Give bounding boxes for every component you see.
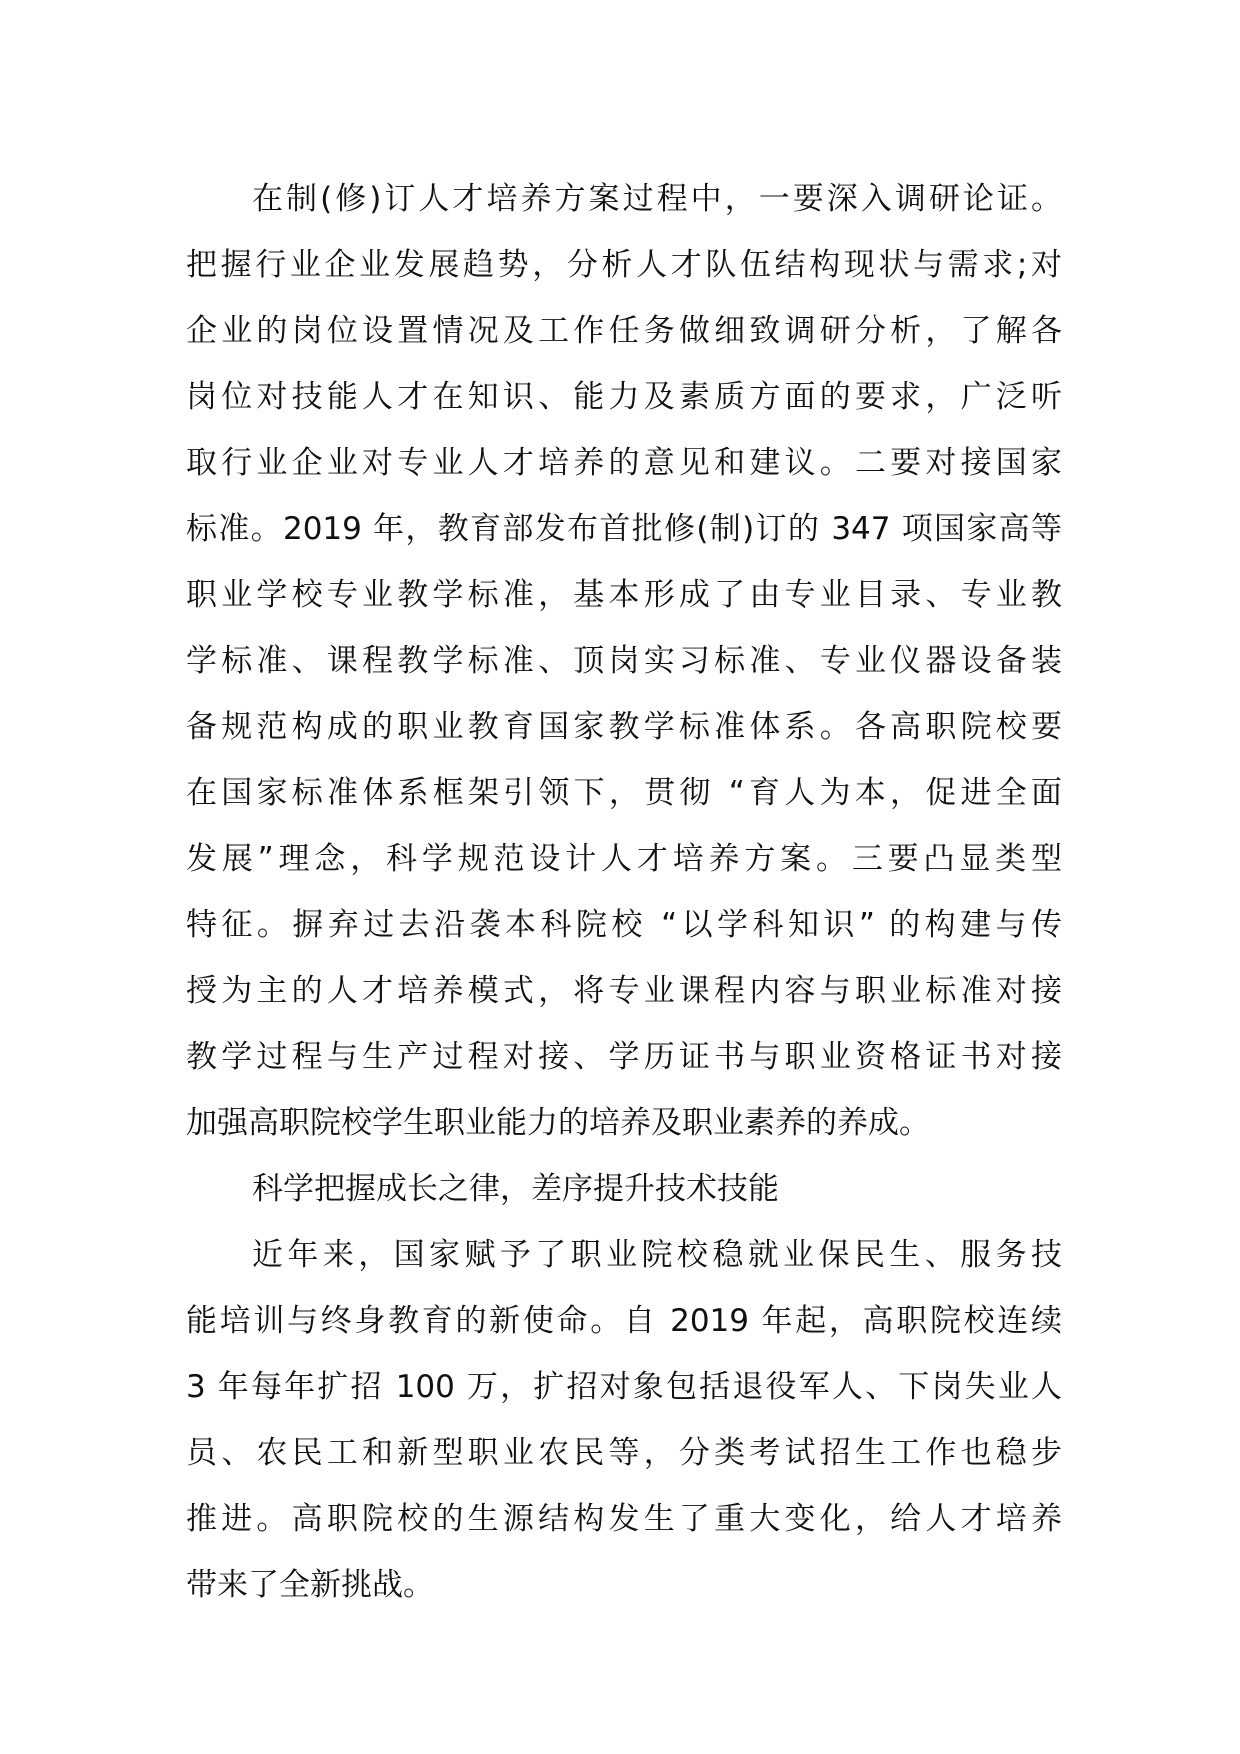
paragraph-1-line-9: 备规范构成的职业教育国家教学标准体系。各高职院校要 [186,709,1062,745]
paragraph-2-line-6: 带来了全新挑战。 [186,1567,434,1603]
paragraph-1-line-4: 岗位对技能人才在知识、能力及素质方面的要求，广泛听 [186,379,1062,415]
paragraph-1-line-10: 在国家标准体系框架引领下，贯彻 “育人为本，促进全面 [186,775,1062,811]
paragraph-1-line-3: 企业的岗位设置情况及工作任务做细致调研分析，了解各 [186,313,1062,349]
paragraph-1-line-2: 把握行业企业发展趋势，分析人才队伍结构现状与需求;对 [186,247,1062,283]
paragraph-1-line-5: 取行业企业对专业人才培养的意见和建议。二要对接国家 [186,445,1062,481]
paragraph-1-line-11: 发展”理念，科学规范设计人才培养方案。三要凸显类型 [186,841,1062,877]
paragraph-2-line-3: 3 年每年扩招 100 万，扩招对象包括退役军人、下岗失业人 [186,1369,1062,1405]
paragraph-1-line-7: 职业学校专业教学标准，基本形成了由专业目录、专业教 [186,577,1062,613]
paragraph-2-line-2: 能培训与终身教育的新使命。自 2019 年起，高职院校连续 [186,1303,1062,1339]
paragraph-1-line-1: 在制(修)订人才培养方案过程中，一要深入调研论证。 [252,181,1062,217]
section-heading: 科学把握成长之律，差序提升技术技能 [252,1171,779,1207]
paragraph-1-line-13: 授为主的人才培养模式，将专业课程内容与职业标准对接 [186,973,1062,1009]
paragraph-1-line-14: 教学过程与生产过程对接、学历证书与职业资格证书对接 [186,1039,1062,1075]
paragraph-2-line-5: 推进。高职院校的生源结构发生了重大变化，给人才培养 [186,1501,1062,1537]
document-body [186,166,1062,1618]
paragraph-1-line-15: 加强高职院校学生职业能力的培养及职业素养的养成。 [186,1105,930,1141]
paragraph-1-line-6: 标准。2019 年，教育部发布首批修(制)订的 347 项国家高等 [186,511,1062,547]
paragraph-1-line-12: 特征。摒弃过去沿袭本科院校 “以学科知识” 的构建与传 [186,907,1062,943]
paragraph-2-line-1: 近年来，国家赋予了职业院校稳就业保民生、服务技 [252,1237,1062,1273]
paragraph-1-line-8: 学标准、课程教学标准、顶岗实习标准、专业仪器设备装 [186,643,1062,679]
paragraph-2-line-4: 员、农民工和新型职业农民等，分类考试招生工作也稳步 [186,1435,1062,1471]
